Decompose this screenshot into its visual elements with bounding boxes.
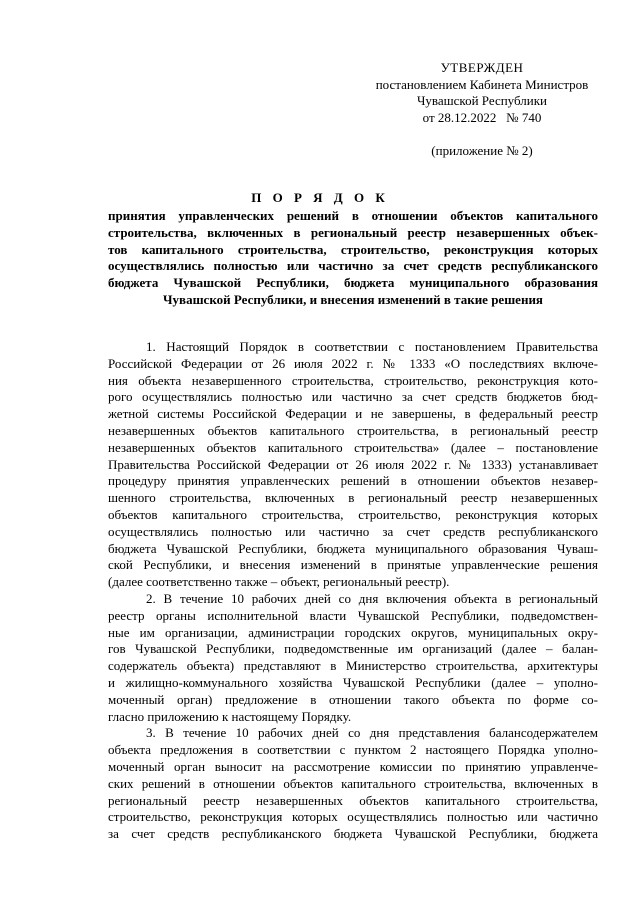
body-line: ских решений в отношении объектов капитального строительства, включенных в [108, 775, 598, 791]
subtitle-line: Чувашской Республики, и внесения изменений в такие решения [163, 291, 543, 307]
body-line: незавершенных объектов капитального строительства» (далее – постановление [108, 439, 598, 455]
body-line: моченный орган выносит на рассмотрение комиссии по принятию управленче- [108, 758, 598, 774]
body-line: за счет средств республиканского бюджета Чувашской Республики, бюджета [108, 826, 598, 842]
body-line: ской Республики, и внесения изменений в принятые управленческие решения [108, 557, 598, 573]
body-line: строительство, реконструкция которых осуществлялись полностью или частично [108, 809, 598, 825]
appendix-note: (приложение № 2) [431, 143, 533, 159]
approval-line-1: постановлением Кабинета Министров [375, 76, 589, 92]
body-line: шенного строительства, включенных в региональный реестр незавершенных [108, 490, 598, 506]
body-line: гласно приложению к настоящему Порядку. [108, 708, 352, 724]
document-heading: П О Р Я Д О К [251, 190, 389, 205]
body-line: ния объекта незавершенного строительства, строительство, реконструкция кото- [108, 372, 598, 388]
body-line: реестр органы исполнительной власти Чувашской Республики, подведомствен- [108, 607, 598, 623]
subtitle-line: принятия управленческих решений в отношении объектов капитального [108, 208, 598, 223]
approval-title: УТВЕРЖДЕН [440, 60, 524, 75]
body-line: 3. В течение 10 рабочих дней со дня представления балансодержателем [146, 725, 598, 741]
approval-block [362, 60, 602, 160]
approval-line-3: от 28.12.2022 № 740 [422, 109, 542, 125]
body-line: Российской Федерации от 26 июля 2022 г. № 1333 «О последствиях включе- [108, 355, 598, 371]
body-line: осуществлялись полностью или частично за счет средств республиканского [108, 523, 598, 539]
body-line: 2. В течение 10 рабочих дней со дня включения объекта в региональный [146, 590, 598, 606]
document-subtitle [108, 208, 598, 309]
body-line: жетной системы Российской Федерации и не завершены, в федеральный реестр [108, 406, 598, 422]
approval-line-2: Чувашской Республики [416, 93, 548, 109]
body-line: объектов капитального строительства, строительство, реконструкция которых [108, 506, 598, 522]
subtitle-line: осуществлялись полностью или частично за счет средств республиканского [108, 258, 598, 274]
body-line: рого осуществлялись полностью или частично за счет средств бюджетов бюд- [108, 389, 598, 405]
body-line: бюджета Чувашской Республики, бюджета муниципального образования Чуваш- [108, 540, 598, 556]
body-line: (далее соответственно также – объект, региональный реестр). [108, 574, 450, 590]
body-line: ные им организации, администрации городских округов, муниципальных окру- [108, 624, 598, 640]
body-line: объекта предложения в соответствии с пунктом 2 настоящего Порядка уполно- [108, 742, 598, 758]
body-line: процедуру принятия управленческих решений в отношении объектов незавер- [108, 473, 598, 489]
body-line: незавершенных объектов капитального строительства, в региональный реестр [108, 422, 598, 438]
subtitle-line: бюджета Чувашской Республики, бюджета муниципального образования [108, 275, 598, 291]
body-line: и жилищно-коммунального хозяйства Чувашской Республики (далее – уполно- [108, 674, 598, 690]
subtitle-line: строительства, включенных в региональный реестр незавершенных объек- [108, 224, 598, 240]
body-line: региональный реестр незавершенных объектов капитального строительства, [108, 792, 598, 808]
body-line: гов Чувашской Республики, подведомственные им организаций (далее – балан- [108, 641, 598, 657]
document-body [108, 339, 598, 843]
body-line: содержатель объекта) представляют в Министерство строительства, архитектуры [108, 658, 598, 674]
body-line: 1. Настоящий Порядок в соответствии с постановлением Правительства [146, 339, 598, 354]
body-line: Правительства Российской Федерации от 26 июля 2022 г. № 1333) устанавливает [108, 456, 598, 472]
subtitle-line: тов капитального строительства, строительство, реконструкция которых [108, 241, 598, 257]
body-line: моченный орган) предложение в отношении такого объекта по форме со- [108, 691, 598, 707]
